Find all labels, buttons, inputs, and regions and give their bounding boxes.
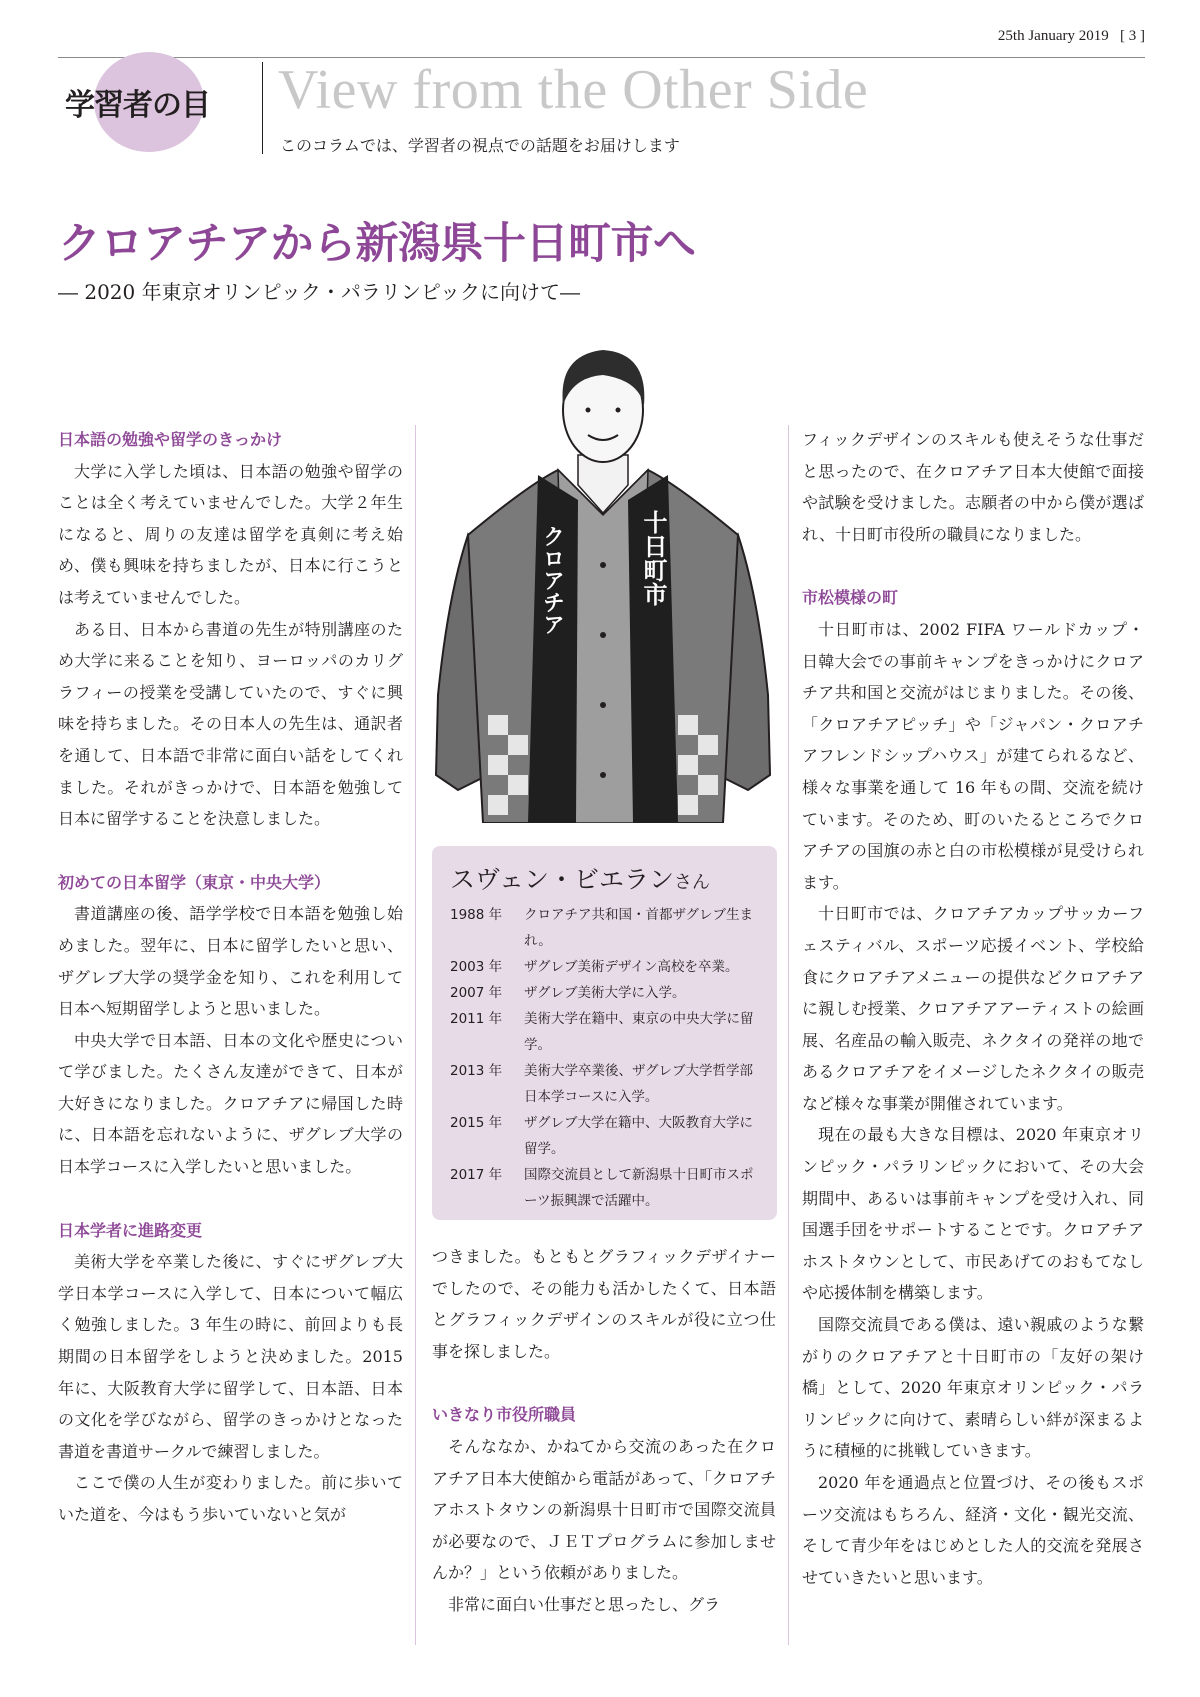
- portrait-illustration: [428, 335, 778, 823]
- timeline-row: [450, 902, 759, 954]
- profile-box: [432, 846, 777, 1220]
- timeline-text: クロアチア共和国・首都ザグレブ生まれ。: [524, 907, 753, 949]
- sash-text-right: 十日町市: [639, 510, 667, 606]
- page-number: [ 3 ]: [1120, 28, 1145, 44]
- column-separator: [415, 425, 416, 1645]
- section-heading: 日本語の勉強や留学のきっかけ: [58, 430, 283, 449]
- profile-timeline: [450, 902, 759, 1214]
- profile-name: スヴェン・ビエランさん: [450, 865, 711, 894]
- timeline-text: ザグレブ大学在籍中、大阪教育大学に留学。: [524, 1115, 753, 1157]
- article-title: クロアチアから新潟県十日町市へ: [58, 219, 696, 269]
- paragraph: 大学に入学した頃は、日本語の勉強や留学のことは全く考えていませんでした。大学２年生になると、周りの友達は留学を真剣に考え始め、僕も興味を持ちましたが、日本に行こうとは考えていませんでした。: [58, 461, 403, 607]
- issue-date: 25th January 2019 [ 3 ]: [997, 28, 1145, 44]
- paragraph: 2020 年を通過点と位置づけ、その後もスポーツ交流はもちろん、経済・文化・観光交流、そして青少年をはじめとした人的交流を発展させていきたいと思います。: [802, 1473, 1144, 1587]
- paragraph: そんななか、かねてから交流のあった在クロアチア日本大使館から電話があって、「クロアチアホストタウンの新潟県十日町市で国際交流員が必要なので、ＪＥＴプログラムに参加しませんか？」という依頼がありました。: [432, 1436, 776, 1583]
- banner-divider: [262, 62, 263, 154]
- paragraph: 国際交流員である僕は、遠い親戚のような繋がりのクロアチアと十日町市の「友好の架け橋」として、2020 年東京オリンピック・パラリンピックに向けて、素晴らしい絆が深まるように積極的に挑戦していきます。: [802, 1315, 1144, 1461]
- timeline-text: ザグレブ美術デザイン高校を卒業。: [524, 959, 739, 975]
- paragraph: 非常に面白い仕事だと思ったし、グラ: [448, 1594, 721, 1614]
- paragraph: 美術大学を卒業した後に、すぐにザグレブ大学日本学コースに入学して、日本について幅広く勉強しました。3 年生の時に、前回よりも長期間の日本留学をしようと決めました。2015 年に、大阪教育大学に留学して、日本語、日本の文化を学びながら、留学のきっかけとなった書道を書道サークルで練習しました。: [58, 1252, 403, 1461]
- timeline-row: [450, 1162, 759, 1214]
- column-badge-label: 学習者の目: [65, 88, 210, 123]
- timeline-row: [450, 980, 759, 1006]
- article-subtitle: ― 2020 年東京オリンピック・パラリンピックに向けて―: [58, 280, 581, 304]
- timeline-text: ザグレブ美術大学に入学。: [524, 985, 686, 1001]
- timeline-year: 2013 年: [450, 1063, 503, 1079]
- timeline-year: 2011 年: [450, 1011, 503, 1027]
- column-separator: [788, 425, 789, 1645]
- paragraph: フィックデザインのスキルも使えそうな仕事だと思ったので、在クロアチア日本大使館で面接や試験を受けました。志願者の中から僕が選ばれ、十日町市役所の職員になりました。: [802, 430, 1144, 544]
- timeline-text: 国際交流員として新潟県十日町市スポーツ振興課で活躍中。: [524, 1167, 754, 1209]
- column-subtitle: このコラムでは、学習者の視点での話題をお届けします: [280, 136, 680, 155]
- article-column-1: [58, 424, 403, 1531]
- timeline-year: 2007 年: [450, 985, 503, 1001]
- timeline-year: 2015 年: [450, 1115, 503, 1131]
- article-column-2: [432, 1241, 776, 1621]
- timeline-text: 美術大学在籍中、東京の中央大学に留学。: [524, 1011, 754, 1053]
- sash-text-left: クロアチア: [539, 525, 565, 635]
- section-heading: 市松模様の町: [802, 588, 899, 608]
- paragraph: つきました。もともとグラフィックデザイナーでしたので、その能力も活かしたくて、日本語とグラフィックデザインのスキルが役に立つ仕事を探しました。: [432, 1247, 776, 1361]
- timeline-row: [450, 1110, 759, 1162]
- column-title-en: View from the Other Side: [278, 59, 869, 121]
- timeline-year: 2017 年: [450, 1167, 503, 1183]
- section-heading: 日本学者に進路変更: [58, 1220, 203, 1240]
- paragraph: ここで僕の人生が変わりました。前に歩いていた道を、今はもう歩いていないと気が: [58, 1473, 403, 1524]
- section-heading: いきなり市役所職員: [432, 1405, 577, 1425]
- timeline-row: [450, 1058, 759, 1110]
- timeline-row: [450, 1006, 759, 1058]
- paragraph: 中央大学で日本語、日本の文化や歴史について学びました。たくさん友達ができて、日本が大好きになりました。クロアチアに帰国した時に、日本語を忘れないように、ザグレブ大学の日本学コースに入学したいと思いました。: [58, 1030, 403, 1177]
- section-heading: 初めての日本留学（東京・中央大学）: [58, 872, 331, 892]
- timeline-year: 2003 年: [450, 959, 503, 975]
- timeline-year: 1988 年: [450, 907, 503, 923]
- paragraph: 現在の最も大きな目標は、2020 年東京オリンピック・パラリンピックにおいて、その大会期間中、あるいは事前キャンプを受け入れ、同国選手団をサポートすることです。クロアチアホストタウンとして、市民あげてのおもてなしや応援体制を構築します。: [802, 1125, 1144, 1303]
- paragraph: 十日町市では、クロアチアカップサッカーフェスティバル、スポーツ応援イベント、学校給食にクロアチアメニューの提供などクロアチアに親しむ授業、クロアチアアーティストの絵画展、名産品の輸入販売、ネクタイの発祥の地であるクロアチアをイメージしたネクタイの販売など様々な事業が開催されています。: [802, 904, 1144, 1113]
- paragraph: 書道講座の後、語学学校で日本語を勉強し始めました。翌年に、日本に留学したいと思い、ザグレブ大学の奨学金を知り、これを利用して日本へ短期留学しようと思いました。: [58, 904, 403, 1019]
- timeline-row: [450, 954, 759, 980]
- paragraph: ある日、日本から書道の先生が特別講座のため大学に来ることを知り、ヨーロッパのカリグラフィーの授業を受講していたので、すぐに興味を持ちました。その日本人の先生は、通訳者を通して、日本語で非常に面白い話をしてくれました。それがきっかけで、日本語を勉強して日本に留学することを決意しました。: [58, 619, 403, 829]
- paragraph: 十日町市は、2002 FIFA ワールドカップ・日韓大会での事前キャンプをきっかけにクロアチア共和国と交流がはじまりました。その後、「クロアチアピッチ」や「ジャパン・クロアチアフレンドシップハウス」が建てられるなど、様々な事業を通して 16 年もの間、交流を続けています。そのため、町のいたるところでクロアチアの国旗の赤と白の市松模様が見受けられます。: [802, 619, 1144, 892]
- article-column-3: [802, 424, 1144, 1593]
- timeline-text: 美術大学卒業後、ザグレブ大学哲学部日本学コースに入学。: [524, 1063, 753, 1105]
